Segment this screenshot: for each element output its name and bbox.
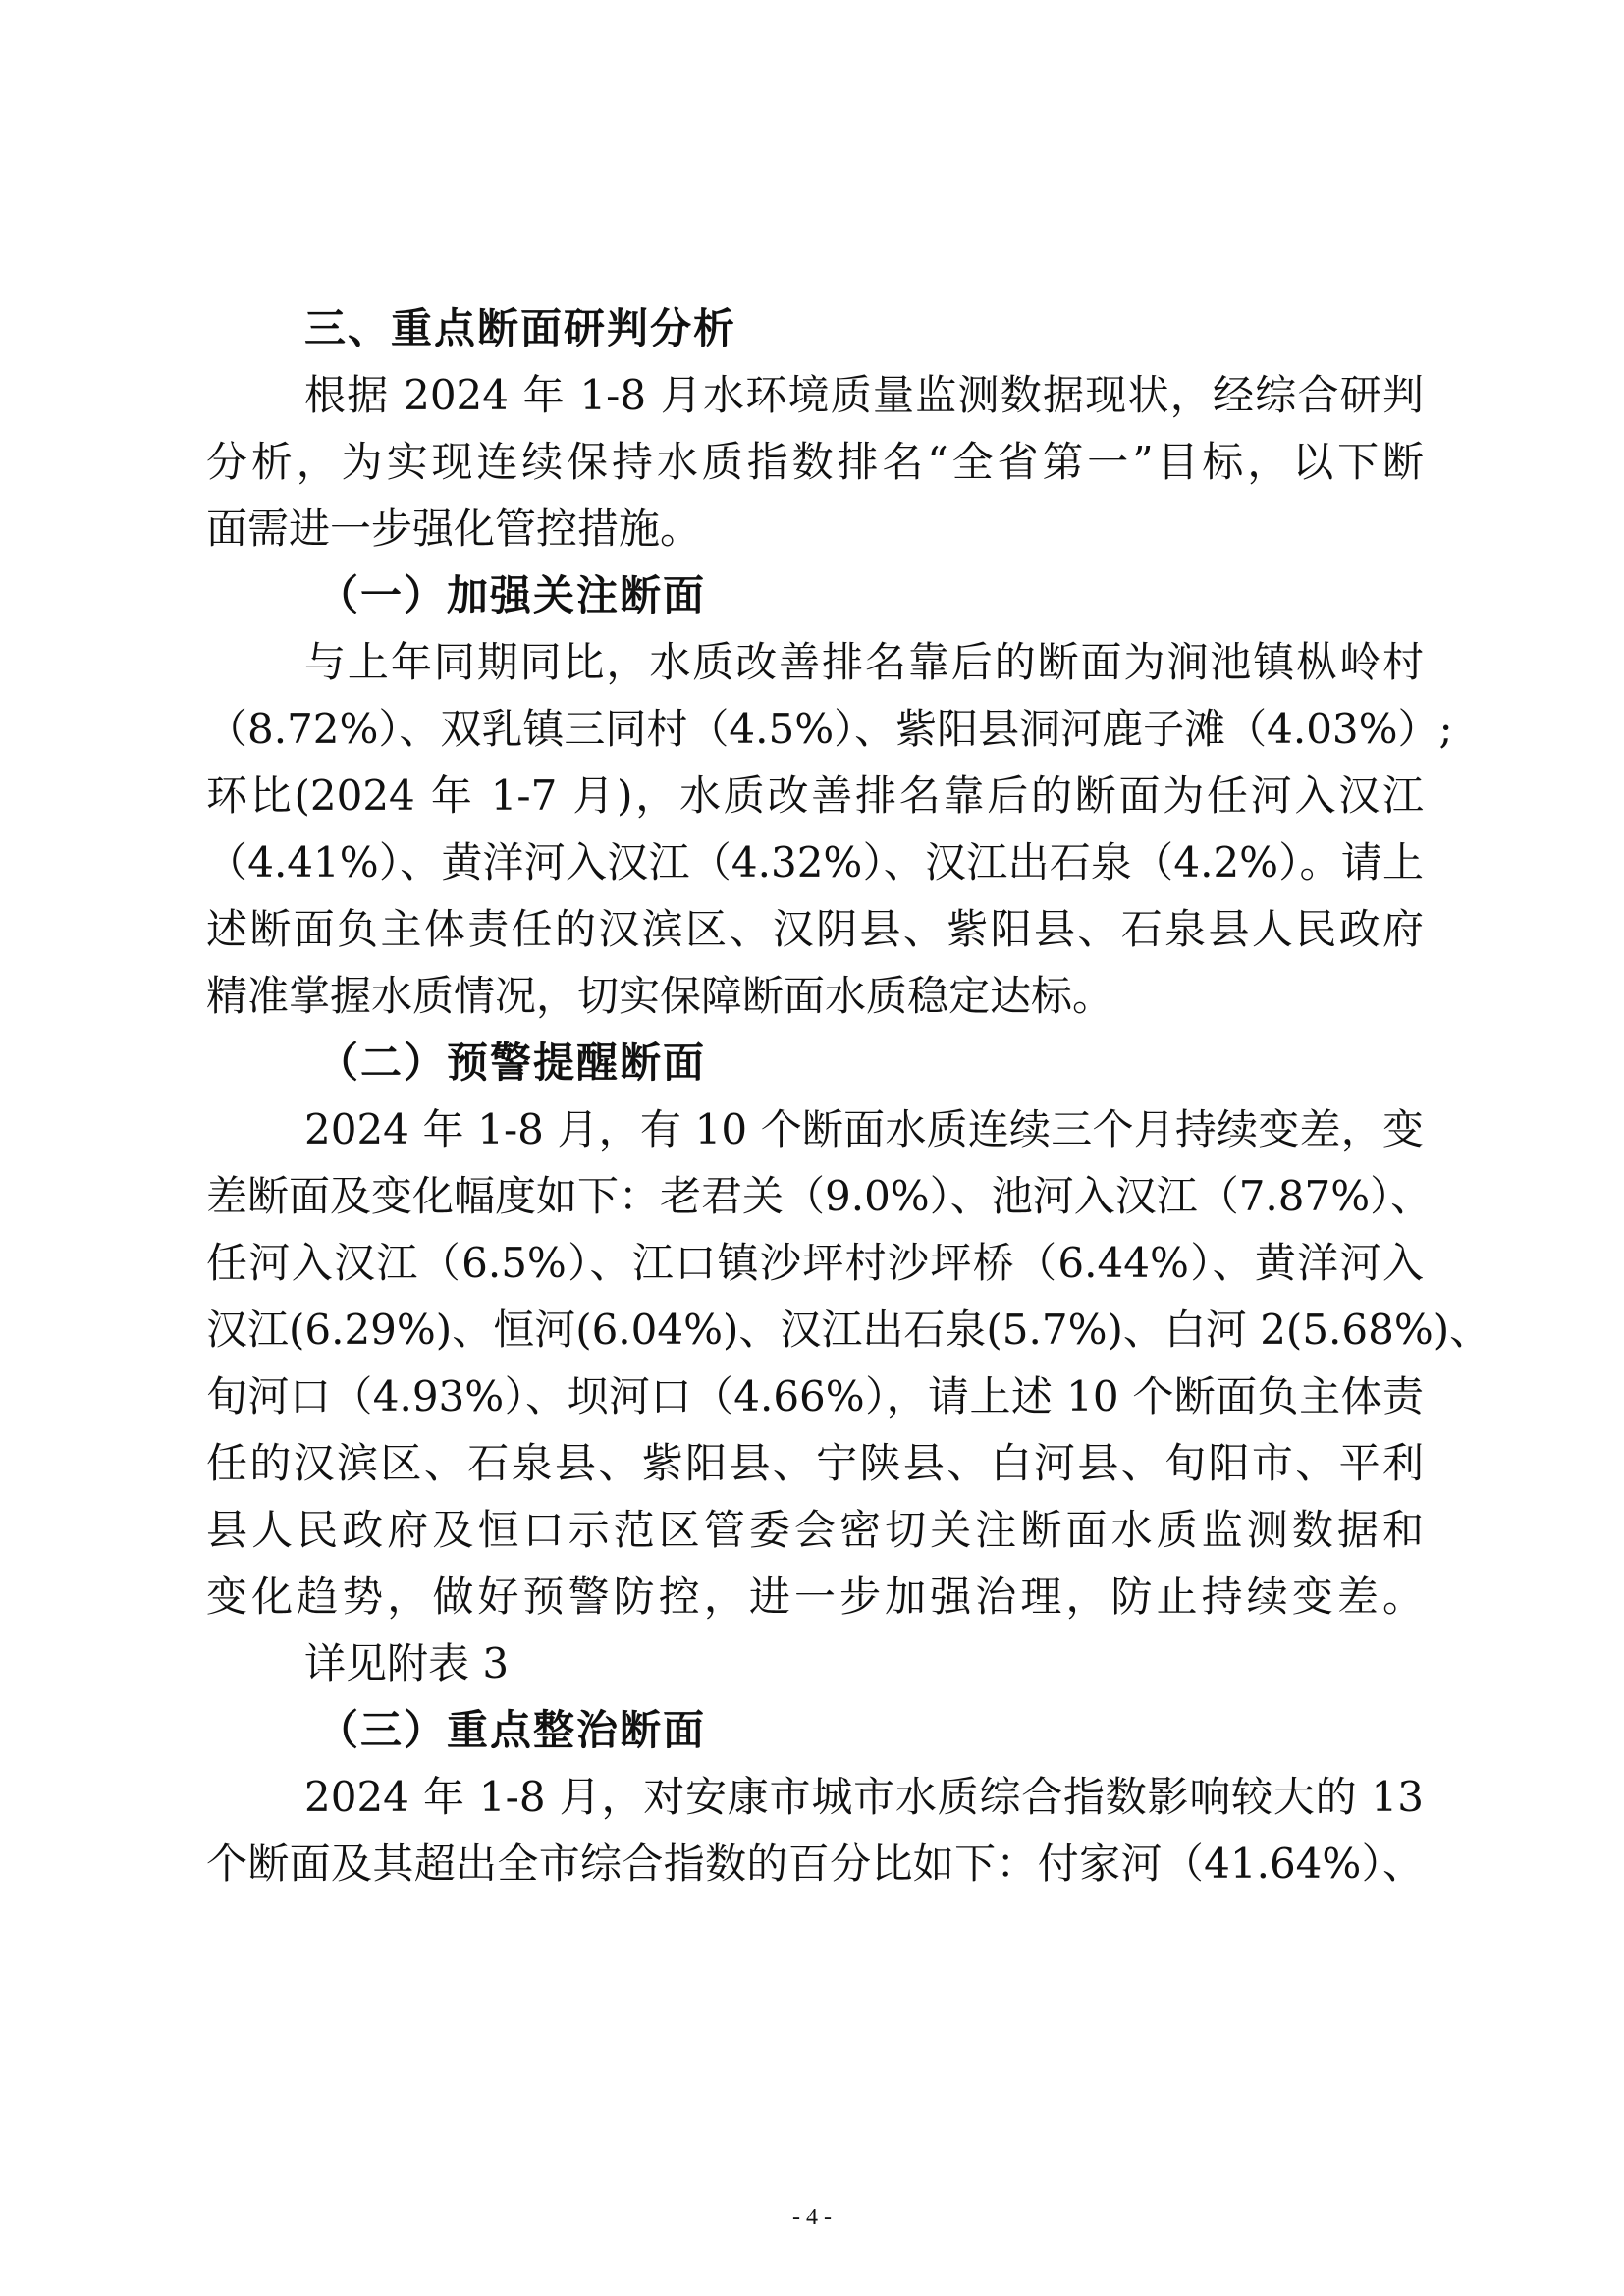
body-line: （4.41%）、黄洋河入汉江（4.32%）、汉江出石泉（4.2%）。请上	[206, 838, 1424, 886]
body-line: 旬河口（4.93%）、坝河口（4.66%），请上述 10 个断面负主体责	[206, 1372, 1424, 1420]
body-line: 2024 年 1-8 月，有 10 个断面水质连续三个月持续变差，变	[304, 1105, 1424, 1153]
body-line: 差断面及变化幅度如下：老君关（9.0%）、池河入汉江（7.87%）、	[206, 1172, 1433, 1220]
body-line: 变化趋势，做好预警防控，进一步加强治理，防止持续变差。	[206, 1573, 1424, 1621]
subsection-heading: （二）预警提醒断面	[317, 1039, 707, 1087]
body-line: 与上年同期同比，水质改善排名靠后的断面为涧池镇枞岭村	[304, 638, 1424, 686]
appendix-note: 详见附表 3	[304, 1639, 510, 1687]
subsection-heading: （一）加强关注断面	[317, 571, 707, 619]
body-line: 任河入汉江（6.5%）、江口镇沙坪村沙坪桥（6.44%）、黄洋河入	[206, 1239, 1424, 1287]
body-line: 汉江(6.29%)、恒河(6.04%)、汉江出石泉(5.7%)、白河 2(5.68%)、	[206, 1306, 1491, 1354]
page-number: - 4 -	[792, 2205, 832, 2230]
body-line: 述断面负主体责任的汉滨区、汉阴县、紫阳县、石泉县人民政府	[206, 905, 1424, 953]
body-line: 个断面及其超出全市综合指数的百分比如下：付家河（41.64%）、	[206, 1840, 1424, 1888]
body-line: 面需进一步强化管控措施。	[206, 505, 702, 553]
body-line: （8.72%）、双乳镇三同村（4.5%）、紫阳县洞河鹿子滩（4.03%）;	[206, 705, 1453, 753]
subsection-heading: （三）重点整治断面	[317, 1706, 707, 1754]
body-line: 根据 2024 年 1-8 月水环境质量监测数据现状，经综合研判	[304, 371, 1424, 419]
body-line: 环比(2024 年 1-7 月)，水质改善排名靠后的断面为任河入汉江	[206, 772, 1424, 820]
body-line: 任的汉滨区、石泉县、紫阳县、宁陕县、白河县、旬阳市、平利	[206, 1439, 1424, 1487]
section-heading: 三、重点断面研判分析	[304, 304, 737, 352]
body-line: 2024 年 1-8 月，对安康市城市水质综合指数影响较大的 13	[304, 1773, 1424, 1821]
body-line: 分析，为实现连续保持水质指数排名“全省第一”目标，以下断	[206, 438, 1424, 486]
body-line: 县人民政府及恒口示范区管委会密切关注断面水质监测数据和	[206, 1506, 1424, 1554]
body-line: 精准掌握水质情况，切实保障断面水质稳定达标。	[206, 972, 1114, 1020]
